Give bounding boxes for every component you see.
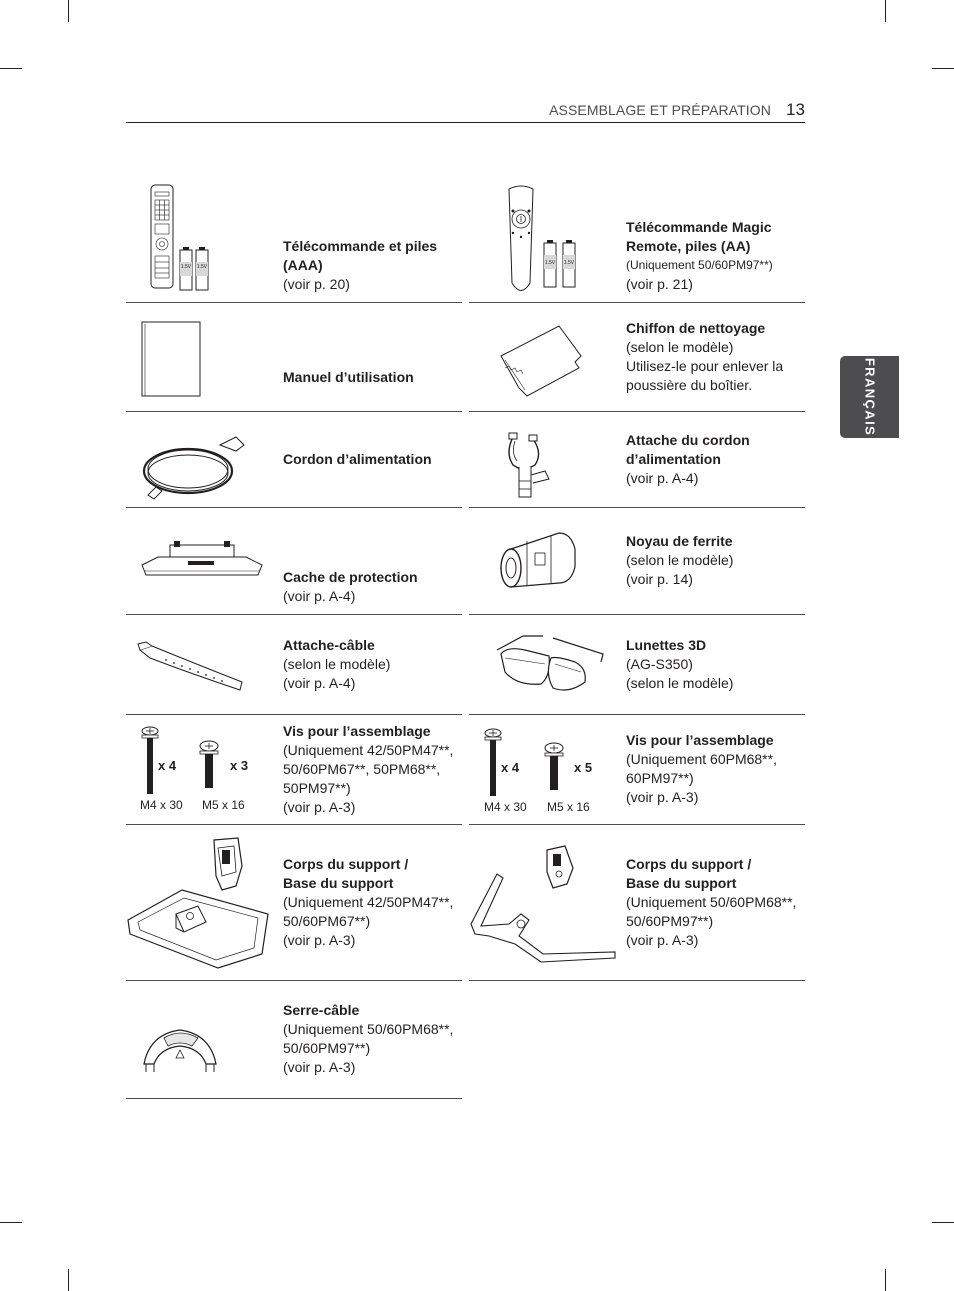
item-remote-aaa: [126, 180, 462, 303]
item-text: [626, 411, 806, 507]
item-ferrite-core: [469, 507, 805, 615]
item-cord-holder: [469, 411, 805, 508]
item-note: 50/60PM97**): [626, 912, 714, 929]
item-text: [626, 614, 806, 714]
screw-size-label: M5 x 16: [202, 798, 245, 812]
item-note: (selon le modèle): [626, 338, 734, 355]
power-cord-illustration: [140, 431, 250, 501]
item-note: (voir p. 21): [626, 276, 693, 292]
item-name: Chiffon de nettoyage: [626, 319, 766, 336]
item-note: (voir p. A-4): [283, 674, 356, 691]
item-text: [626, 302, 806, 411]
language-tab: [840, 356, 899, 438]
screw-quantity: x 4: [501, 760, 520, 775]
item-note: (voir p. 14): [626, 571, 693, 587]
crop-mark: [932, 1222, 954, 1223]
screw-size-label: M5 x 16: [547, 800, 590, 814]
item-note: (AG-S350): [626, 655, 693, 672]
item-name: Base du support: [626, 874, 737, 891]
item-name: Télécommande et piles: [283, 238, 438, 254]
item-name: Serre-câble: [283, 1002, 360, 1018]
item-note: (selon le modèle): [626, 674, 734, 691]
item-text: [283, 411, 463, 507]
screw-quantity: x 3: [230, 758, 249, 773]
cable-holder-illustration: [140, 1024, 220, 1074]
crop-mark: [885, 0, 886, 22]
item-text: [626, 714, 806, 824]
stand-body-base-illustration: [126, 836, 272, 972]
item-cleaning-cloth: [469, 302, 805, 412]
item-note: (selon le modèle): [283, 655, 391, 672]
item-note: (selon le modèle): [626, 552, 734, 568]
item-note: (voir p. A-3): [626, 931, 699, 948]
item-assembly-screws-a: [126, 714, 462, 825]
item-name: Cordon d’alimentation: [283, 450, 432, 467]
cable-tie-illustration: [136, 642, 248, 692]
item-note: (Uniquement 42/50PM47**,: [283, 742, 454, 758]
item-name: Vis pour l’assemblage: [283, 723, 431, 739]
screw-m4-icon: [140, 726, 160, 796]
item-text: [283, 614, 463, 714]
item-stand-a: [126, 824, 462, 981]
item-note: (Uniquement 50/60PM68**,: [283, 1021, 454, 1037]
crop-mark: [0, 1222, 22, 1223]
item-cable-holder: [126, 980, 462, 1099]
item-note: (Uniquement 42/50PM47**,: [283, 893, 454, 910]
item-note: (voir p. A-3): [626, 789, 699, 805]
manual-illustration: [140, 320, 210, 400]
item-cable-tie: [126, 614, 462, 715]
item-name: Remote, piles (AA): [626, 238, 751, 254]
battery-label: 1.5V: [563, 260, 575, 266]
item-text: [626, 507, 806, 614]
item-note: (voir p. 20): [283, 276, 350, 292]
item-note: (Uniquement 50/60PM97**): [626, 258, 773, 272]
cord-holder-illustration: [501, 431, 561, 503]
item-note: (voir p. A-3): [283, 799, 356, 815]
item-note: (Uniquement 60PM68**,: [626, 751, 777, 767]
3d-glasses-illustration: [495, 632, 607, 698]
item-assembly-screws-b: [469, 714, 805, 825]
screw-m5-icon: [543, 742, 565, 792]
item-name: Noyau de ferrite: [626, 533, 733, 549]
crop-mark: [0, 68, 22, 69]
item-name: Base du support: [283, 874, 394, 891]
item-note: (voir p. A-4): [283, 588, 356, 604]
battery-label: 1.5V: [544, 260, 556, 266]
item-note: Utilisez-le pour enlever la: [626, 357, 784, 374]
item-text: [626, 180, 806, 302]
item-name: Lunettes 3D: [626, 636, 707, 653]
item-magic-remote: [469, 180, 805, 303]
cleaning-cloth-illustration: [497, 324, 587, 404]
header-rule: [126, 122, 805, 123]
item-name: Télécommande Magic: [626, 219, 772, 235]
screw-quantity: x 5: [574, 760, 593, 775]
item-name: d’alimentation: [626, 450, 721, 467]
item-name: (AAA): [283, 257, 323, 273]
item-text: [283, 507, 463, 614]
item-text: [283, 180, 463, 302]
item-text: [283, 824, 463, 980]
item-name: Corps du support /: [626, 855, 752, 872]
item-name: Vis pour l’assemblage: [626, 732, 774, 748]
item-text: [626, 824, 806, 980]
item-note: (voir p. A-3): [283, 1059, 356, 1075]
screw-size-label: M4 x 30: [140, 798, 183, 812]
item-note: 60PM97**): [626, 770, 694, 786]
page-number: 13: [786, 100, 805, 119]
item-text: [283, 714, 463, 824]
protection-cover-illustration: [140, 541, 265, 591]
item-note: (Uniquement 50/60PM68**,: [626, 893, 797, 910]
item-note: 50/60PM67**, 50PM68**,: [283, 761, 441, 777]
crop-mark: [68, 1269, 69, 1291]
screw-m4-icon: [483, 728, 503, 798]
item-user-manual: [126, 302, 462, 412]
item-protection-cover: [126, 507, 462, 615]
item-3d-glasses: [469, 614, 805, 715]
item-power-cord: [126, 411, 462, 508]
item-stand-b: [469, 824, 805, 981]
crop-mark: [68, 0, 69, 22]
screw-quantity: x 4: [158, 758, 177, 773]
language-tab-label: FRANÇAIS: [862, 357, 877, 437]
item-name: Cache de protection: [283, 569, 418, 585]
battery-label: 1.5V: [196, 264, 208, 270]
crop-mark: [932, 68, 954, 69]
item-name: Manuel d’utilisation: [283, 369, 414, 385]
item-text: [283, 302, 463, 411]
magic-remote-illustration: [503, 183, 598, 295]
item-text: [283, 980, 463, 1098]
remote-control-illustration: [148, 184, 243, 294]
ferrite-core-illustration: [497, 527, 587, 597]
stand-body-base-illustration: [469, 844, 619, 974]
item-note: 50PM97**): [283, 780, 351, 796]
item-name: Attache-câble: [283, 636, 375, 653]
item-note: (voir p. A-4): [626, 469, 699, 486]
screw-m5-icon: [198, 740, 220, 790]
item-note: 50/60PM97**): [283, 1040, 371, 1056]
item-note: 50/60PM67**): [283, 912, 371, 929]
item-name: Attache du cordon: [626, 431, 750, 448]
screw-size-label: M4 x 30: [484, 800, 527, 814]
crop-mark: [885, 1269, 886, 1291]
item-note: poussière du boîtier.: [626, 376, 753, 393]
section-title: ASSEMBLAGE ET PRÉPARATION: [549, 102, 771, 118]
item-name: Corps du support /: [283, 855, 409, 872]
battery-label: 1.5V: [180, 264, 192, 270]
item-note: (voir p. A-3): [283, 931, 356, 948]
